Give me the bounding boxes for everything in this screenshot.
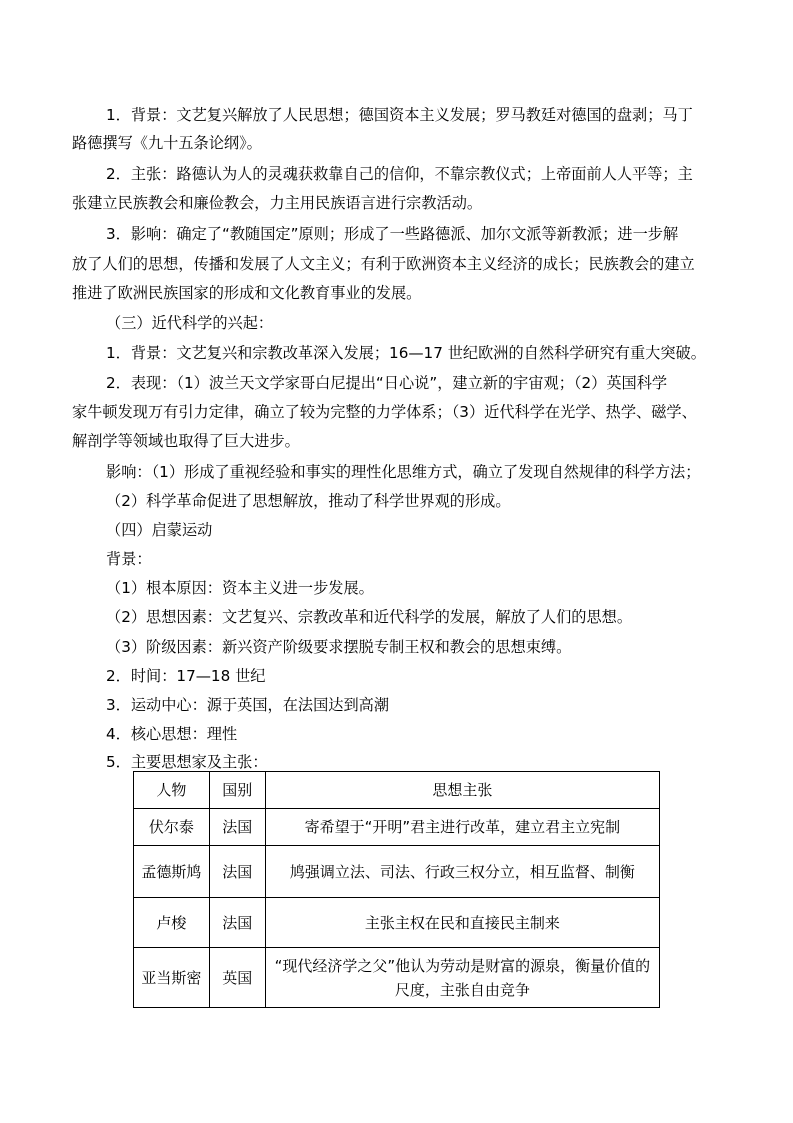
table-cell-country: 法国 (209, 846, 265, 898)
table-header-cell: 国别 (209, 772, 265, 809)
table-header-cell: 思想主张 (265, 772, 659, 809)
paragraph-line: 3．影响：确定了“教随国定”原则；形成了一些路德派、加尔文派等新教派；进一步解 (106, 225, 679, 243)
paragraph-line: 家牛顿发现万有引力定律，确立了较为完整的力学体系；（3）近代科学在光学、热学、磁学、 (72, 403, 697, 421)
table-cell-country: 法国 (209, 898, 265, 948)
thinkers-table (133, 771, 660, 1008)
paragraph-line: 2．表现：（1）波兰天文学家哥白尼提出“日心说”，建立新的宇宙观；（2）英国科学 (106, 374, 668, 392)
section-heading: （四）启蒙运动 (106, 521, 213, 539)
table-cell-person: 孟德斯鸠 (134, 846, 210, 898)
table-row (134, 846, 660, 898)
paragraph-line: 影响：（1）形成了重视经验和事实的理性化思维方式，确立了发现自然规律的科学方法； (106, 463, 701, 481)
table-cell-idea: 鸠强调立法、司法、行政三权分立，相互监督、制衡 (265, 846, 659, 898)
table-row (134, 809, 660, 846)
paragraph-line: 路德撰写《九十五条论纲》。 (72, 134, 262, 152)
table-cell-country: 英国 (209, 948, 265, 1008)
table-cell-person: 亚当斯密 (134, 948, 210, 1008)
table-row (134, 948, 660, 1008)
paragraph-line: 2．时间：17—18 世纪 (106, 667, 266, 685)
paragraph-line: （1）根本原因：资本主义进一步发展。 (106, 579, 374, 597)
paragraph-line: 4．核心思想：理性 (106, 725, 238, 743)
section-heading: （三）近代科学的兴起： (106, 314, 274, 332)
paragraph-line: 解剖学等领域也取得了巨大进步。 (72, 432, 300, 450)
table-cell-person: 伏尔泰 (134, 809, 210, 846)
paragraph-line: 张建立民族教会和廉俭教会，力主用民族语言进行宗教活动。 (72, 194, 483, 212)
paragraph-line: 背景： (106, 550, 152, 568)
table-header-row (134, 772, 660, 809)
paragraph-line: （3）阶级因素：新兴资产阶级要求摆脱专制王权和教会的思想束缚。 (106, 638, 572, 656)
paragraph-line: 3．运动中心：源于英国，在法国达到高潮 (106, 696, 390, 714)
table-cell-idea: “现代经济学之父”他认为劳动是财富的源泉，衡量价值的尺度，主张自由竞争 (265, 948, 659, 1008)
table-cell-country: 法国 (209, 809, 265, 846)
paragraph-line: 2．主张：路德认为人的灵魂获救靠自己的信仰，不靠宗教仪式；上帝面前人人平等；主 (106, 165, 693, 183)
paragraph-line: （2）思想因素：文艺复兴、宗教改革和近代科学的发展，解放了人们的思想。 (106, 608, 633, 626)
table-cell-person: 卢梭 (134, 898, 210, 948)
paragraph-line: 1．背景：文艺复兴和宗教改革深入发展；16—17 世纪欧洲的自然科学研究有重大突破。 (106, 344, 706, 362)
paragraph-line: 1．背景：文艺复兴解放了人民思想；德国资本主义发展；罗马教廷对德国的盘剥；马丁 (106, 106, 693, 124)
paragraph-line: （2）科学革命促进了思想解放，推动了科学世界观的形成。 (106, 492, 511, 510)
table-row (134, 898, 660, 948)
paragraph-line: 放了人们的思想，传播和发展了人文主义；有利于欧洲资本主义经济的成长；民族教会的建立 (72, 255, 695, 273)
paragraph-line: 推进了欧洲民族国家的形成和文化教育事业的发展。 (72, 284, 422, 302)
table-header-cell: 人物 (134, 772, 210, 809)
paragraph-line: 5．主要思想家及主张： (106, 753, 268, 771)
table-cell-idea: 主张主权在民和直接民主制来 (265, 898, 659, 948)
table-cell-idea: 寄希望于“开明”君主进行改革，建立君主立宪制 (265, 809, 659, 846)
